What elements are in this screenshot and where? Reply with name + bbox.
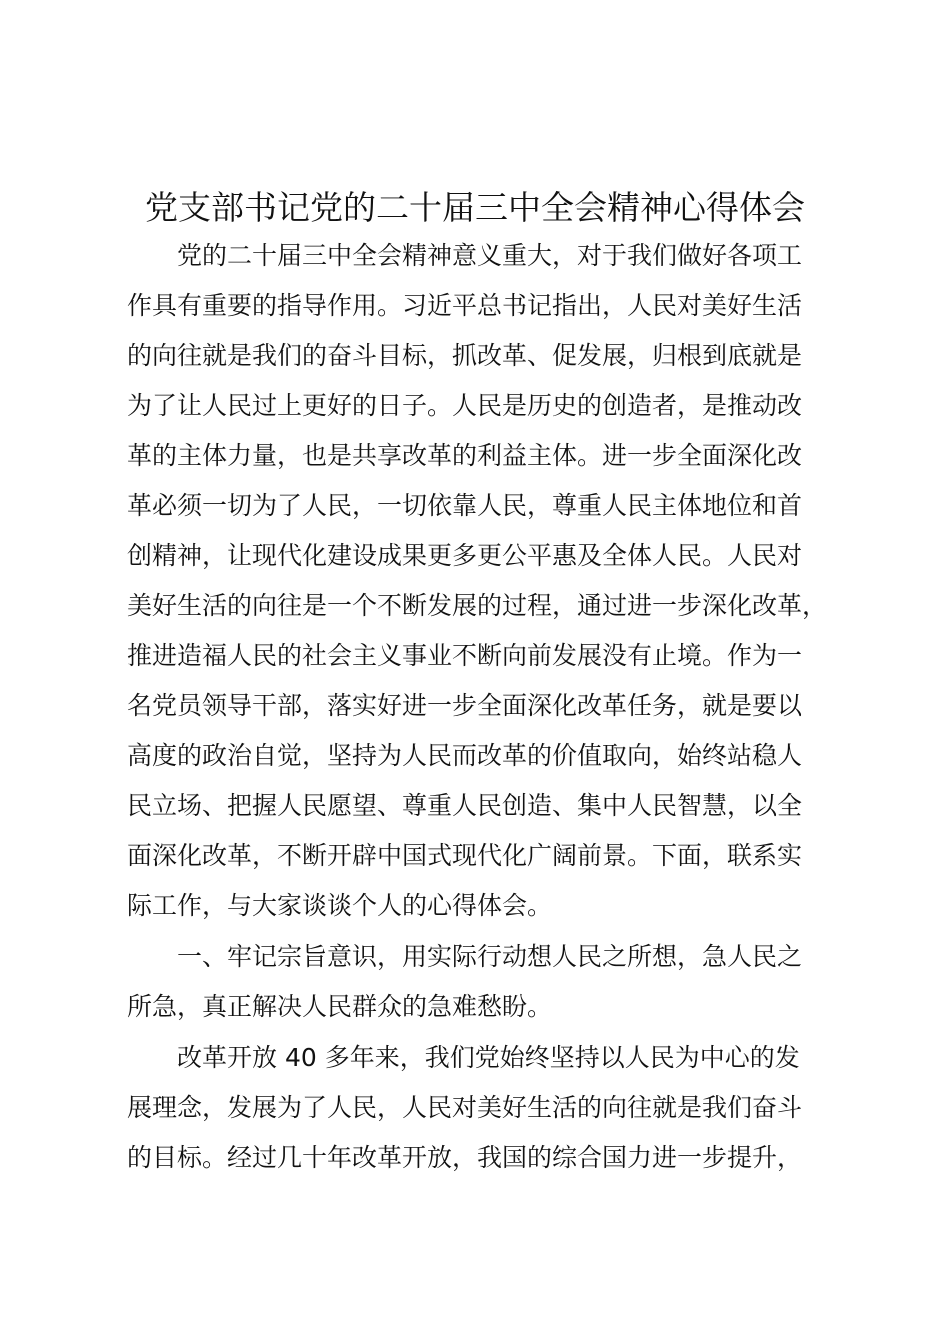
paragraph-1-line-8: 美好生活的向往是一个不断发展的过程，通过进一步深化改革，: [127, 591, 828, 620]
paragraph-1-line-10: 名党员领导干部，落实好进一步全面深化改革任务，就是要以: [127, 691, 803, 720]
paragraph-1-line-13: 面深化改革，不断开辟中国式现代化广阔前景。下面，联系实: [127, 841, 803, 870]
paragraph-2-line-3: 的目标。经过几十年改革开放，我国的综合国力进一步提升，: [127, 1143, 803, 1172]
paragraph-1-line-1: 党的二十届三中全会精神意义重大，对于我们做好各项工: [177, 241, 803, 270]
paragraph-1-line-14: 际工作，与大家谈谈个人的心得体会。: [127, 891, 553, 920]
document-title: 党支部书记党的二十届三中全会精神心得体会: [145, 188, 805, 227]
paragraph-1-line-3: 的向往就是我们的奋斗目标，抓改革、促发展，归根到底就是: [127, 341, 803, 370]
paragraph-1-line-6: 革必须一切为了人民，一切依靠人民，尊重人民主体地位和首: [127, 491, 803, 520]
paragraph-1-line-11: 高度的政治自觉，坚持为人民而改革的价值取向，始终站稳人: [127, 741, 803, 770]
section-heading-line-2: 所急，真正解决人民群众的急难愁盼。: [127, 992, 553, 1021]
section-heading-line-1: 一、牢记宗旨意识，用实际行动想人民之所想，急人民之: [177, 942, 803, 971]
paragraph-1-line-5: 革的主体力量，也是共享改革的利益主体。进一步全面深化改: [127, 441, 803, 470]
paragraph-1-line-7: 创精神，让现代化建设成果更多更公平惠及全体人民。人民对: [127, 541, 803, 570]
paragraph-1-line-12: 民立场、把握人民愿望、尊重人民创造、集中人民智慧，以全: [127, 791, 803, 820]
paragraph-2-line-1: 改革开放 40 多年来，我们党始终坚持以人民为中心的发: [177, 1043, 800, 1072]
paragraph-1-line-9: 推进造福人民的社会主义事业不断向前发展没有止境。作为一: [127, 641, 803, 670]
document-body: [127, 231, 835, 1183]
paragraph-1-line-2: 作具有重要的指导作用。习近平总书记指出，人民对美好生活: [127, 291, 803, 320]
paragraph-2-line-2: 展理念，发展为了人民，人民对美好生活的向往就是我们奋斗: [127, 1093, 803, 1122]
paragraph-1-line-4: 为了让人民过上更好的日子。人民是历史的创造者，是推动改: [127, 391, 803, 420]
